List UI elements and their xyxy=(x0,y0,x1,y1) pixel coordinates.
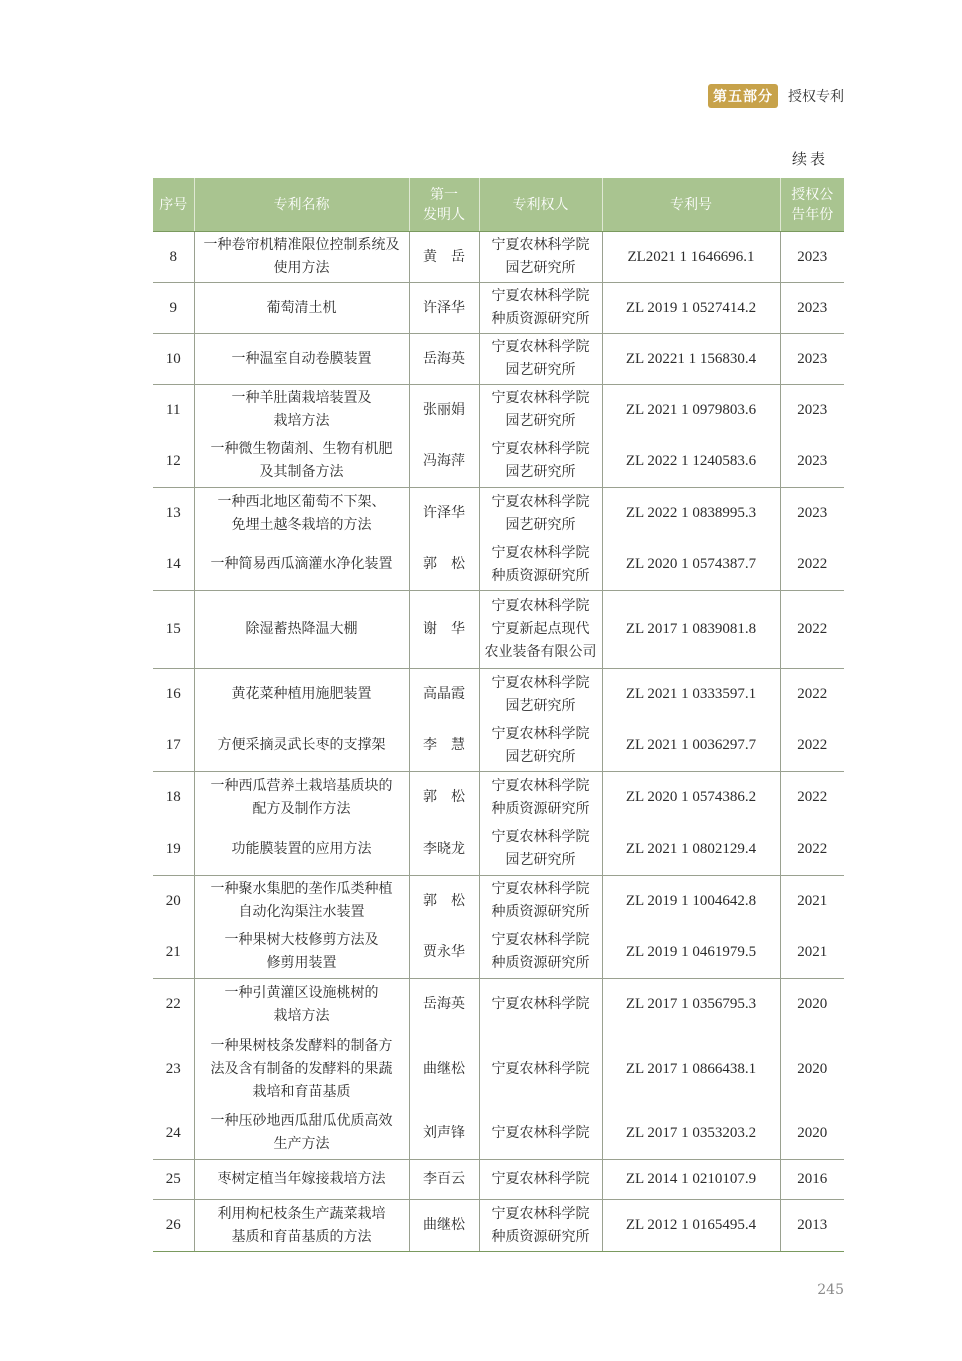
cell-patent-no: ZL 2014 1 0210107.9 xyxy=(602,1160,780,1200)
cell-year: 2023 xyxy=(780,488,844,540)
cell-inventor: 郭 松 xyxy=(409,772,479,824)
cell-owner: 宁夏农林科学院 园艺研究所 xyxy=(479,436,602,488)
cell-patent-no: ZL 2019 1 1004642.8 xyxy=(602,876,780,927)
cell-inventor: 冯海萍 xyxy=(409,436,479,488)
cell-owner: 宁夏农林科学院 种质资源研究所 xyxy=(479,772,602,824)
cell-name: 一种西瓜营养土栽培基质块的 配方及制作方法 xyxy=(194,772,409,824)
table-row xyxy=(153,436,844,488)
cell-name: 除湿蓄热降温大棚 xyxy=(194,591,409,669)
cell-year: 2020 xyxy=(780,1108,844,1160)
cell-name: 一种压砂地西瓜甜瓜优质高效 生产方法 xyxy=(194,1108,409,1160)
cell-year: 2013 xyxy=(780,1200,844,1252)
cell-name: 枣树定植当年嫁接栽培方法 xyxy=(194,1160,409,1200)
cell-name: 一种果树大枝修剪方法及 修剪用装置 xyxy=(194,927,409,979)
cell-name: 利用枸杞枝条生产蔬菜栽培 基质和育苗基质的方法 xyxy=(194,1200,409,1252)
cell-no: 12 xyxy=(153,436,194,488)
cell-name: 一种微生物菌剂、生物有机肥 及其制备方法 xyxy=(194,436,409,488)
cell-no: 18 xyxy=(153,772,194,824)
table-row xyxy=(153,772,844,824)
cell-year: 2022 xyxy=(780,540,844,591)
cell-owner: 宁夏农林科学院 xyxy=(479,979,602,1031)
cell-year: 2023 xyxy=(780,385,844,436)
table-row xyxy=(153,488,844,540)
cell-owner: 宁夏农林科学院 xyxy=(479,1108,602,1160)
table-row xyxy=(153,540,844,591)
cell-patent-no: ZL 2019 1 0461979.5 xyxy=(602,927,780,979)
cell-year: 2023 xyxy=(780,283,844,334)
table-row xyxy=(153,1031,844,1108)
col-header-owner: 专利权人 xyxy=(479,178,602,232)
cell-owner: 宁夏农林科学院 园艺研究所 xyxy=(479,334,602,385)
cell-owner: 宁夏农林科学院 园艺研究所 xyxy=(479,824,602,876)
cell-year: 2023 xyxy=(780,232,844,283)
cell-patent-no: ZL2021 1 1646696.1 xyxy=(602,232,780,283)
cell-inventor: 李 慧 xyxy=(409,721,479,772)
cell-patent-no: ZL 2012 1 0165495.4 xyxy=(602,1200,780,1252)
cell-no: 20 xyxy=(153,876,194,927)
cell-owner: 宁夏农林科学院 种质资源研究所 xyxy=(479,1200,602,1252)
cell-inventor: 贾永华 xyxy=(409,927,479,979)
cell-name: 一种羊肚菌栽培装置及 栽培方法 xyxy=(194,385,409,436)
cell-owner: 宁夏农林科学院 园艺研究所 xyxy=(479,721,602,772)
cell-year: 2021 xyxy=(780,876,844,927)
page-number: 245 xyxy=(817,1282,844,1298)
cell-no: 10 xyxy=(153,334,194,385)
cell-no: 19 xyxy=(153,824,194,876)
cell-no: 22 xyxy=(153,979,194,1031)
cell-patent-no: ZL 20221 1 156830.4 xyxy=(602,334,780,385)
cell-year: 2020 xyxy=(780,1031,844,1108)
cell-no: 9 xyxy=(153,283,194,334)
section-badge: 第五部分 xyxy=(708,84,778,108)
cell-year: 2022 xyxy=(780,721,844,772)
cell-name: 一种卷帘机精准限位控制系统及 使用方法 xyxy=(194,232,409,283)
cell-inventor: 刘声锋 xyxy=(409,1108,479,1160)
page-header xyxy=(708,84,844,108)
cell-patent-no: ZL 2017 1 0839081.8 xyxy=(602,591,780,669)
table-row xyxy=(153,927,844,979)
cell-no: 21 xyxy=(153,927,194,979)
table-row xyxy=(153,385,844,436)
cell-owner: 宁夏农林科学院 园艺研究所 xyxy=(479,385,602,436)
cell-name: 一种聚水集肥的垄作瓜类种植 自动化沟渠注水装置 xyxy=(194,876,409,927)
cell-year: 2016 xyxy=(780,1160,844,1200)
cell-year: 2023 xyxy=(780,334,844,385)
col-header-patent-no: 专利号 xyxy=(602,178,780,232)
cell-inventor: 李晓龙 xyxy=(409,824,479,876)
table-row xyxy=(153,1160,844,1200)
cell-inventor: 曲继松 xyxy=(409,1200,479,1252)
cell-owner: 宁夏农林科学院 种质资源研究所 xyxy=(479,876,602,927)
cell-no: 16 xyxy=(153,669,194,721)
table-row xyxy=(153,669,844,721)
cell-no: 8 xyxy=(153,232,194,283)
table-row xyxy=(153,232,844,283)
cell-no: 13 xyxy=(153,488,194,540)
cell-inventor: 许泽华 xyxy=(409,488,479,540)
cell-owner: 宁夏农林科学院 园艺研究所 xyxy=(479,488,602,540)
patent-table xyxy=(153,178,844,1252)
cell-inventor: 谢 华 xyxy=(409,591,479,669)
table-row xyxy=(153,721,844,772)
cell-no: 11 xyxy=(153,385,194,436)
table-row xyxy=(153,876,844,927)
cell-patent-no: ZL 2020 1 0574387.7 xyxy=(602,540,780,591)
table-row xyxy=(153,979,844,1031)
cell-no: 23 xyxy=(153,1031,194,1108)
cell-no: 14 xyxy=(153,540,194,591)
cell-year: 2021 xyxy=(780,927,844,979)
cell-name: 一种简易西瓜滴灌水净化装置 xyxy=(194,540,409,591)
table-row xyxy=(153,283,844,334)
cell-year: 2022 xyxy=(780,824,844,876)
cell-name: 黄花菜种植用施肥装置 xyxy=(194,669,409,721)
cell-name: 一种温室自动卷膜装置 xyxy=(194,334,409,385)
cell-no: 25 xyxy=(153,1160,194,1200)
col-header-year: 授权公 告年份 xyxy=(780,178,844,232)
cell-patent-no: ZL 2019 1 0527414.2 xyxy=(602,283,780,334)
cell-patent-no: ZL 2022 1 0838995.3 xyxy=(602,488,780,540)
cell-owner: 宁夏农林科学院 xyxy=(479,1031,602,1108)
cell-no: 24 xyxy=(153,1108,194,1160)
cell-name: 一种引黄灌区设施桃树的 栽培方法 xyxy=(194,979,409,1031)
table-row xyxy=(153,1108,844,1160)
cell-patent-no: ZL 2017 1 0353203.2 xyxy=(602,1108,780,1160)
cell-year: 2022 xyxy=(780,669,844,721)
cell-inventor: 黄 岳 xyxy=(409,232,479,283)
cell-year: 2022 xyxy=(780,591,844,669)
cell-inventor: 高晶霞 xyxy=(409,669,479,721)
cell-inventor: 张丽娟 xyxy=(409,385,479,436)
cell-year: 2023 xyxy=(780,436,844,488)
cell-owner: 宁夏农林科学院 园艺研究所 xyxy=(479,669,602,721)
cell-inventor: 许泽华 xyxy=(409,283,479,334)
cell-owner: 宁夏农林科学院 宁夏新起点现代 农业装备有限公司 xyxy=(479,591,602,669)
cell-inventor: 岳海英 xyxy=(409,979,479,1031)
cell-owner: 宁夏农林科学院 xyxy=(479,1160,602,1200)
cell-year: 2022 xyxy=(780,772,844,824)
section-title: 授权专利 xyxy=(788,89,844,105)
cell-year: 2020 xyxy=(780,979,844,1031)
cell-name: 一种西北地区葡萄不下架、 免埋土越冬栽培的方法 xyxy=(194,488,409,540)
cell-inventor: 郭 松 xyxy=(409,540,479,591)
table-header-row xyxy=(153,178,844,232)
col-header-name: 专利名称 xyxy=(194,178,409,232)
continued-label: 续表 xyxy=(791,150,828,168)
cell-name: 方便采摘灵武长枣的支撑架 xyxy=(194,721,409,772)
table-row xyxy=(153,334,844,385)
cell-owner: 宁夏农林科学院 种质资源研究所 xyxy=(479,540,602,591)
cell-no: 17 xyxy=(153,721,194,772)
cell-patent-no: ZL 2021 1 0036297.7 xyxy=(602,721,780,772)
cell-inventor: 郭 松 xyxy=(409,876,479,927)
table-row xyxy=(153,591,844,669)
cell-patent-no: ZL 2017 1 0866438.1 xyxy=(602,1031,780,1108)
cell-patent-no: ZL 2020 1 0574386.2 xyxy=(602,772,780,824)
cell-patent-no: ZL 2017 1 0356795.3 xyxy=(602,979,780,1031)
cell-name: 功能膜装置的应用方法 xyxy=(194,824,409,876)
cell-owner: 宁夏农林科学院 种质资源研究所 xyxy=(479,283,602,334)
cell-patent-no: ZL 2022 1 1240583.6 xyxy=(602,436,780,488)
cell-inventor: 曲继松 xyxy=(409,1031,479,1108)
cell-no: 26 xyxy=(153,1200,194,1252)
table-row xyxy=(153,1200,844,1252)
cell-patent-no: ZL 2021 1 0979803.6 xyxy=(602,385,780,436)
cell-patent-no: ZL 2021 1 0802129.4 xyxy=(602,824,780,876)
cell-no: 15 xyxy=(153,591,194,669)
cell-name: 一种果树枝条发酵料的制备方 法及含有制备的发酵料的果蔬 栽培和育苗基质 xyxy=(194,1031,409,1108)
table-row xyxy=(153,824,844,876)
col-header-no: 序号 xyxy=(153,178,194,232)
col-header-inventor: 第一 发明人 xyxy=(409,178,479,232)
cell-inventor: 李百云 xyxy=(409,1160,479,1200)
cell-owner: 宁夏农林科学院 园艺研究所 xyxy=(479,232,602,283)
cell-inventor: 岳海英 xyxy=(409,334,479,385)
cell-owner: 宁夏农林科学院 种质资源研究所 xyxy=(479,927,602,979)
cell-name: 葡萄清土机 xyxy=(194,283,409,334)
cell-patent-no: ZL 2021 1 0333597.1 xyxy=(602,669,780,721)
